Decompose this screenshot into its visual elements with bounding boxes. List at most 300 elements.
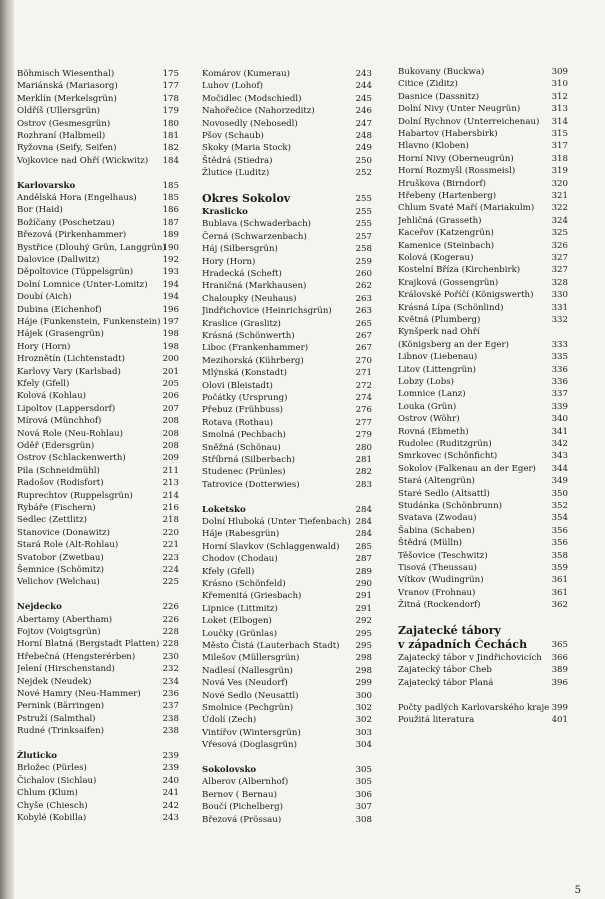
toc-entry <box>17 254 179 266</box>
toc-entry-name: Smolnice (Pechgrün) <box>202 703 294 713</box>
toc-entry-name: Mírová (Münchhof) <box>17 416 102 427</box>
toc-entry-page: 181 <box>162 131 179 141</box>
toc-entry-page: 207 <box>162 403 179 414</box>
toc-entry-page: 216 <box>162 503 179 513</box>
toc-entry <box>398 677 568 689</box>
toc-entry-name: Šemnice (Schömitz) <box>17 565 105 575</box>
toc-entry-name: Vítkov (Wudingrün) <box>398 575 484 586</box>
toc-entry-page: 185 <box>162 180 179 191</box>
toc-entry <box>17 465 179 477</box>
toc-entry-name: Dolní Nivy (Unter Neugrün) <box>398 104 521 115</box>
toc-entry-page: 344 <box>551 463 568 474</box>
toc-entry-name: Pernink (Bärringen) <box>17 701 105 712</box>
toc-entry-page: 180 <box>162 118 179 129</box>
toc-entry-name: Svatobor (Zwetbau) <box>17 552 104 563</box>
toc-entry-page: 277 <box>355 417 372 428</box>
toc-entry-name: Dubina (Eichenhof) <box>17 304 102 315</box>
toc-entry <box>17 353 179 365</box>
toc-entry-page: 194 <box>162 279 179 290</box>
toc-entry-name: Kynšperk nad Ohří <box>398 327 480 338</box>
toc-entry-name: Alberov (Albernhof) <box>202 777 289 788</box>
toc-entry-name: Jindřichovice (Heinrichsgrün) <box>202 306 332 317</box>
toc-entry-name: Hlavno (Kloben) <box>398 141 469 152</box>
toc-entry-name: Radošov (Rodisfort) <box>17 478 104 489</box>
toc-entry <box>398 512 568 524</box>
toc-entry-name: Močidlec (Modschiedl) <box>202 93 302 104</box>
toc-entry-page: 321 <box>551 191 568 201</box>
toc-entry-name: Tatrovice (Dotterwies) <box>202 479 300 490</box>
toc-entry-page: 298 <box>355 665 372 676</box>
toc-entry <box>202 218 372 230</box>
toc-entry-page: 213 <box>162 478 179 489</box>
toc-entry-page: 185 <box>162 193 179 203</box>
toc-entry-name: Černá (Schwarzenbach) <box>202 231 307 242</box>
toc-entry <box>202 814 372 826</box>
toc-entry-page: 307 <box>355 802 372 813</box>
toc-entry-page: 284 <box>355 517 372 527</box>
toc-entry <box>17 762 179 774</box>
toc-entry-name: Bernov ( Bernau) <box>202 789 277 800</box>
toc-entry <box>202 528 372 540</box>
toc-entry-name: Liboc (Frankenhammer) <box>202 343 309 354</box>
toc-entry-page: 315 <box>551 129 568 139</box>
toc-entry-name: Těšovice (Teschwitz) <box>398 550 488 561</box>
toc-entry-page: 252 <box>355 168 372 179</box>
toc-entry-page: 190 <box>162 242 179 253</box>
toc-entry-name: Háj (Silbersgrün) <box>202 244 278 255</box>
toc-spacer <box>17 589 179 601</box>
toc-entry-page: 245 <box>355 93 372 104</box>
toc-entry <box>202 380 372 392</box>
toc-entry-name: (Königsberg an der Eger) <box>398 339 509 350</box>
toc-entry-page: 189 <box>162 230 179 241</box>
toc-entry-name: Město Čistá (Lauterbach Stadt) <box>202 641 340 651</box>
toc-entry-name: Krásno (Schönfeld) <box>202 579 286 589</box>
toc-entry-name: Bor (Haid) <box>17 205 63 216</box>
toc-entry-name: Vranov (Frohnau) <box>398 587 476 598</box>
toc-entry-page: 396 <box>551 677 568 688</box>
toc-entry-page: 319 <box>551 166 568 177</box>
toc-entry <box>202 516 372 528</box>
toc-entry-page: 214 <box>162 490 179 501</box>
toc-entry <box>398 190 568 202</box>
toc-entry-page: 197 <box>162 317 179 327</box>
toc-entry-name: Nadlesí (Nallesgrün) <box>202 665 293 676</box>
toc-section-heading <box>17 601 179 613</box>
toc-entry-name: Žluticko <box>17 751 57 761</box>
toc-entry-name: Rybáře (Fischern) <box>17 503 96 513</box>
toc-entry-page: 267 <box>355 343 372 354</box>
toc-entry-name: Rudolec (Ruditzgrün) <box>398 439 492 449</box>
toc-entry-page: 356 <box>551 538 568 549</box>
toc-entry-page: 298 <box>355 653 372 664</box>
toc-entry-name: Lipoltov (Lappersdorf) <box>17 403 116 414</box>
toc-entry-name: Velichov (Welchau) <box>17 577 100 588</box>
toc-entry-name: Kraslicko <box>202 207 248 217</box>
toc-entry-page: 305 <box>355 777 372 788</box>
toc-section-heading <box>398 624 568 638</box>
toc-entry-name: Čichalov (Sichlau) <box>17 775 97 786</box>
toc-entry-page: 359 <box>551 563 568 573</box>
toc-entry-name: Dolní Hluboká (Unter Tiefenbach) <box>202 517 351 527</box>
toc-entry-name: Rozhraní (Halbmeil) <box>17 131 106 141</box>
toc-entry-name: Brložec (Pürles) <box>17 763 87 774</box>
toc-spacer <box>398 612 568 624</box>
toc-entry-name: Svatava (Zwodau) <box>398 513 477 524</box>
toc-entry-name: Ruprechtov (Ruppelsgrün) <box>17 490 133 501</box>
toc-entry-page: 179 <box>162 106 179 117</box>
toc-entry <box>202 305 372 317</box>
toc-entry-name: Chlum (Klum) <box>17 788 78 799</box>
toc-entry <box>398 664 568 676</box>
toc-entry <box>17 279 179 291</box>
toc-spacer <box>17 167 179 179</box>
toc-entry-name: Chlum Svaté Maří (Mariakulm) <box>398 203 535 214</box>
toc-entry-name: Zajatecký tábor Planá <box>398 677 494 688</box>
toc-entry-page: 186 <box>162 205 179 216</box>
toc-entry-page: 209 <box>162 453 179 464</box>
toc-entry-page: 306 <box>355 789 372 800</box>
toc-entry <box>17 217 179 229</box>
toc-entry-page: 326 <box>551 240 568 251</box>
toc-section-heading <box>17 180 179 192</box>
toc-entry-page: 361 <box>551 575 568 586</box>
toc-entry-name: Oldříš (Ullersgrün) <box>17 106 101 117</box>
toc-entry-name: Horní Blatná (Bergstadt Platten) <box>17 639 160 650</box>
toc-entry <box>202 155 372 167</box>
toc-entry <box>202 142 372 154</box>
toc-entry-page: 314 <box>551 116 568 127</box>
toc-entry <box>202 293 372 305</box>
toc-entry-page: 282 <box>355 467 372 478</box>
toc-entry <box>202 330 372 342</box>
toc-entry <box>398 302 568 314</box>
toc-entry <box>398 103 568 115</box>
toc-entry <box>17 490 179 502</box>
toc-entry-name: Přebuz (Frühbuss) <box>202 405 283 416</box>
toc-entry-page: 243 <box>355 69 372 79</box>
toc-entry-page: 187 <box>162 217 179 228</box>
toc-entry-page: 328 <box>551 277 568 288</box>
toc-entry-page: 274 <box>355 393 372 403</box>
toc-entry <box>398 178 568 190</box>
toc-entry <box>398 116 568 128</box>
toc-entry-name: Habartov (Habersbirk) <box>398 129 498 139</box>
toc-entry-page: 218 <box>162 515 179 526</box>
toc-entry <box>398 413 568 425</box>
toc-entry-page: 239 <box>162 751 179 761</box>
toc-entry-name: Hroznětín (Lichtenstadt) <box>17 354 125 365</box>
toc-entry-name: Loketsko <box>202 504 246 515</box>
toc-entry-name: Dolní Rychnov (Unterreichenau) <box>398 116 540 127</box>
toc-entry-page: 305 <box>355 765 372 775</box>
toc-entry <box>17 626 179 638</box>
toc-entry <box>17 155 179 167</box>
toc-entry-name: Chodov (Chodau) <box>202 554 278 565</box>
toc-entry-page: 255 <box>355 194 372 204</box>
toc-entry-page: 303 <box>355 727 372 738</box>
toc-entry <box>202 590 372 602</box>
toc-entry <box>17 130 179 142</box>
toc-entry-name: Mlýnská (Konstadt) <box>202 368 287 379</box>
toc-entry <box>398 450 568 462</box>
toc-entry-page: 182 <box>162 143 179 154</box>
toc-entry <box>17 366 179 378</box>
toc-entry-name: Kamenice (Steinbach) <box>398 240 495 251</box>
toc-entry <box>17 676 179 688</box>
toc-entry <box>17 403 179 415</box>
toc-entry <box>17 428 179 440</box>
toc-entry-page: 250 <box>355 155 372 166</box>
toc-entry-page: 208 <box>162 441 179 451</box>
toc-spacer <box>17 738 179 750</box>
toc-entry-page: 208 <box>162 428 179 439</box>
toc-entry <box>398 351 568 363</box>
toc-entry <box>202 739 372 751</box>
toc-entry <box>202 640 372 652</box>
toc-entry <box>17 812 179 824</box>
toc-entry-name: Ryžovna (Seify, Seifen) <box>17 143 117 154</box>
toc-entry-page: 265 <box>355 318 372 329</box>
toc-entry-name: Žlutice (Luditz) <box>202 168 270 179</box>
toc-entry-page: 221 <box>162 540 179 551</box>
toc-entry-name: Loučky (Grünlas) <box>202 628 278 639</box>
toc-entry-page: 327 <box>551 265 568 276</box>
toc-entry <box>202 727 372 739</box>
toc-entry-name: Dalovice (Dallwitz) <box>17 255 100 265</box>
toc-entry-name: Litov (Littengrün) <box>398 364 477 375</box>
toc-entry-name: Nahořečice (Nahorzeditz) <box>202 106 315 117</box>
toc-entry-name: Bystřice (Dlouhý Grün, Langgrün) <box>17 242 166 253</box>
toc-entry <box>17 688 179 700</box>
toc-entry <box>17 576 179 588</box>
toc-entry-page: 242 <box>162 800 179 811</box>
toc-entry-page: 322 <box>551 203 568 214</box>
toc-entry-name: Hájek (Grasengrün) <box>17 329 104 340</box>
toc-entry-page: 325 <box>551 228 568 239</box>
toc-entry-name: Krásná (Schönwerth) <box>202 331 295 341</box>
toc-entry <box>17 552 179 564</box>
toc-entry <box>17 502 179 514</box>
toc-entry-name: Milešov (Müllersgrün) <box>202 653 300 664</box>
toc-entry-page: 246 <box>355 106 372 117</box>
toc-spacer <box>202 180 372 192</box>
toc-entry-page: 201 <box>162 366 179 377</box>
toc-entry-name: Louka (Grün) <box>398 401 457 412</box>
toc-entry <box>17 192 179 204</box>
toc-entry-page: 330 <box>551 290 568 301</box>
toc-entry-name: Kobylé (Kobilla) <box>17 813 87 823</box>
toc-entry-name: Nové Sedlo (Neusattl) <box>202 690 299 701</box>
toc-entry <box>398 128 568 140</box>
toc-entry <box>398 463 568 475</box>
toc-entry-page: 281 <box>355 455 372 465</box>
toc-entry <box>398 401 568 413</box>
toc-entry-page: 399 <box>551 702 568 713</box>
toc-entry-name: Doubí (Aich) <box>17 292 72 303</box>
toc-entry-page: 248 <box>355 131 372 141</box>
toc-entry-name: Kolová (Kogerau) <box>398 253 474 263</box>
toc-entry-page: 324 <box>551 215 568 226</box>
toc-entry-name: Hruškova (Birndorf) <box>398 178 487 189</box>
toc-entry-page: 349 <box>551 476 568 487</box>
toc-entry-page: 263 <box>355 306 372 317</box>
toc-entry-page: 302 <box>355 703 372 713</box>
toc-entry-name: Novosedly (Nebosedl) <box>202 118 298 129</box>
toc-entry <box>398 153 568 165</box>
toc-entry <box>398 426 568 438</box>
toc-entry-page: 337 <box>551 389 568 400</box>
book-spine-shadow <box>0 0 14 899</box>
toc-entry-page: 226 <box>162 602 179 613</box>
toc-entry <box>398 652 568 664</box>
toc-entry-name: Olovi (Bleistadt) <box>202 380 273 391</box>
toc-entry-name: Dasnice (Dassnitz) <box>398 91 480 102</box>
toc-entry-name: Zajatecký tábor v Jindřichovicích <box>398 653 542 663</box>
toc-entry-page: 194 <box>162 292 179 303</box>
toc-entry-page: 257 <box>355 231 372 242</box>
toc-entry-page: 336 <box>551 377 568 387</box>
toc-entry-page: 223 <box>162 552 179 563</box>
toc-entry-page: 276 <box>355 405 372 416</box>
toc-entry-name: Pstruží (Salmthal) <box>17 713 96 724</box>
toc-entry-name: Údolí (Zech) <box>202 715 257 726</box>
toc-entry <box>17 415 179 427</box>
toc-entry <box>17 80 179 92</box>
toc-entry-page: 228 <box>162 639 179 650</box>
toc-entry-name: Rudné (Trinksaifen) <box>17 726 104 737</box>
toc-entry-name: Studenec (Prünles) <box>202 467 286 478</box>
toc-entry-page: 262 <box>355 281 372 292</box>
toc-entry <box>17 477 179 489</box>
toc-entry-name: Karlovy Vary (Karlsbad) <box>17 366 121 377</box>
toc-entry-name: Mariánská (Mariasorg) <box>17 81 118 92</box>
toc-entry-page: 200 <box>162 354 179 365</box>
toc-entry <box>398 215 568 227</box>
toc-entry <box>202 93 372 105</box>
toc-entry <box>398 277 568 289</box>
toc-entry-page: 259 <box>355 256 372 267</box>
toc-entry-page: 238 <box>162 726 179 737</box>
toc-entry-page: 331 <box>551 302 568 313</box>
toc-entry-name: Sněžná (Schönau) <box>202 442 281 453</box>
toc-entry-page: 236 <box>162 689 179 699</box>
toc-entry-name: Horní Slavkov (Schlaggenwald) <box>202 541 340 552</box>
toc-entry-page: 354 <box>551 513 568 524</box>
toc-entry <box>398 574 568 586</box>
toc-entry <box>17 204 179 216</box>
toc-entry-name: Fojtov (Voigtsgrün) <box>17 627 101 637</box>
toc-entry-name: Nová Role (Neu-Rohlau) <box>17 428 123 439</box>
toc-entry-name: Březová (Prössau) <box>202 814 282 825</box>
toc-entry <box>202 615 372 627</box>
toc-entry-page: 304 <box>355 740 372 751</box>
toc-entry <box>398 364 568 376</box>
toc-section-heading <box>202 206 372 218</box>
toc-entry-page: 249 <box>355 143 372 154</box>
toc-entry-page: 350 <box>551 488 568 499</box>
toc-entry <box>17 651 179 663</box>
toc-entry <box>202 367 372 379</box>
toc-entry <box>202 355 372 367</box>
toc-entry-name: Komárov (Kumerau) <box>202 69 290 79</box>
toc-entry-page: 263 <box>355 293 372 304</box>
toc-entry-page: 283 <box>355 479 372 490</box>
toc-entry-name: Boučí (Pichelberg) <box>202 802 283 813</box>
toc-entry-page: 333 <box>551 339 568 350</box>
toc-entry-name: Nové Hamry (Neu-Hammer) <box>17 689 141 699</box>
toc-entry <box>202 628 372 640</box>
toc-entry-name: Vintířov (Wintersgrün) <box>202 727 301 738</box>
toc-entry-name: Štědrá (Mülln) <box>398 538 462 549</box>
toc-entry-name: Vojkovice nad Ohří (Wickwitz) <box>17 155 149 166</box>
toc-entry-name: Hřebečná (Hengsterérben) <box>17 651 136 662</box>
toc-section-heading <box>202 764 372 776</box>
toc-section-heading <box>398 638 568 652</box>
toc-entry-name: Studánka (Schönbrunn) <box>398 501 502 511</box>
toc-entry-name: Kaceřov (Katzengrün) <box>398 228 494 239</box>
toc-entry-name: Hřebeny (Hartenberg) <box>398 191 497 201</box>
toc-entry-page: 271 <box>355 368 372 379</box>
toc-entry-page: 205 <box>162 379 179 389</box>
toc-entry <box>17 452 179 464</box>
toc-entry-page: 193 <box>162 267 179 278</box>
toc-entry <box>202 342 372 354</box>
toc-entry-page: 291 <box>355 603 372 614</box>
toc-entry-name: Zajatecký tábor Cheb <box>398 665 492 676</box>
toc-entry-page: 318 <box>551 153 568 164</box>
toc-entry <box>17 614 179 626</box>
toc-entry-page: 361 <box>551 587 568 598</box>
toc-entry-name: Kostelní Bříza (Kirchenbirk) <box>398 265 521 276</box>
toc-entry <box>202 714 372 726</box>
toc-entry-name: Hory (Horn) <box>17 341 71 352</box>
toc-entry <box>202 417 372 429</box>
toc-entry-name: Štědrá (Stiedra) <box>202 155 273 166</box>
toc-entry <box>398 227 568 239</box>
toc-entry-name: Pšov (Schaub) <box>202 131 264 141</box>
toc-entry <box>202 665 372 677</box>
toc-section-heading <box>17 750 179 762</box>
toc-entry <box>398 599 568 611</box>
toc-entry <box>202 130 372 142</box>
toc-entry-page: 285 <box>355 541 372 552</box>
toc-entry-name: Stříbrná (Silberbach) <box>202 455 295 465</box>
toc-entry-page: 291 <box>355 591 372 602</box>
toc-entry-name: Bublava (Schwaderbach) <box>202 219 312 230</box>
toc-entry-page: 234 <box>162 676 179 687</box>
toc-entry-name: Háje (Rabesgrün) <box>202 529 280 540</box>
toc-entry-name: Ostrov (Wöhr) <box>398 414 460 425</box>
toc-entry <box>17 564 179 576</box>
toc-entry <box>202 776 372 788</box>
toc-entry-name: Kfely (Gfell) <box>17 379 70 389</box>
toc-entry <box>202 479 372 491</box>
toc-entry-page: 208 <box>162 416 179 427</box>
toc-entry-name: Hory (Horn) <box>202 256 256 267</box>
toc-entry <box>398 202 568 214</box>
toc-entry-name: Chaloupky (Neuhaus) <box>202 293 297 304</box>
toc-entry-page: 340 <box>551 414 568 425</box>
toc-entry-name: Božíčany (Poschetzau) <box>17 217 115 228</box>
toc-entry-page: 238 <box>162 713 179 724</box>
toc-section-heading <box>202 504 372 516</box>
toc-entry-name: Jehličná (Grasseth) <box>398 215 482 226</box>
toc-entry <box>17 142 179 154</box>
toc-entry-page: 226 <box>162 614 179 625</box>
toc-entry-name: Smolná (Pechbach) <box>202 430 286 441</box>
toc-entry <box>398 140 568 152</box>
